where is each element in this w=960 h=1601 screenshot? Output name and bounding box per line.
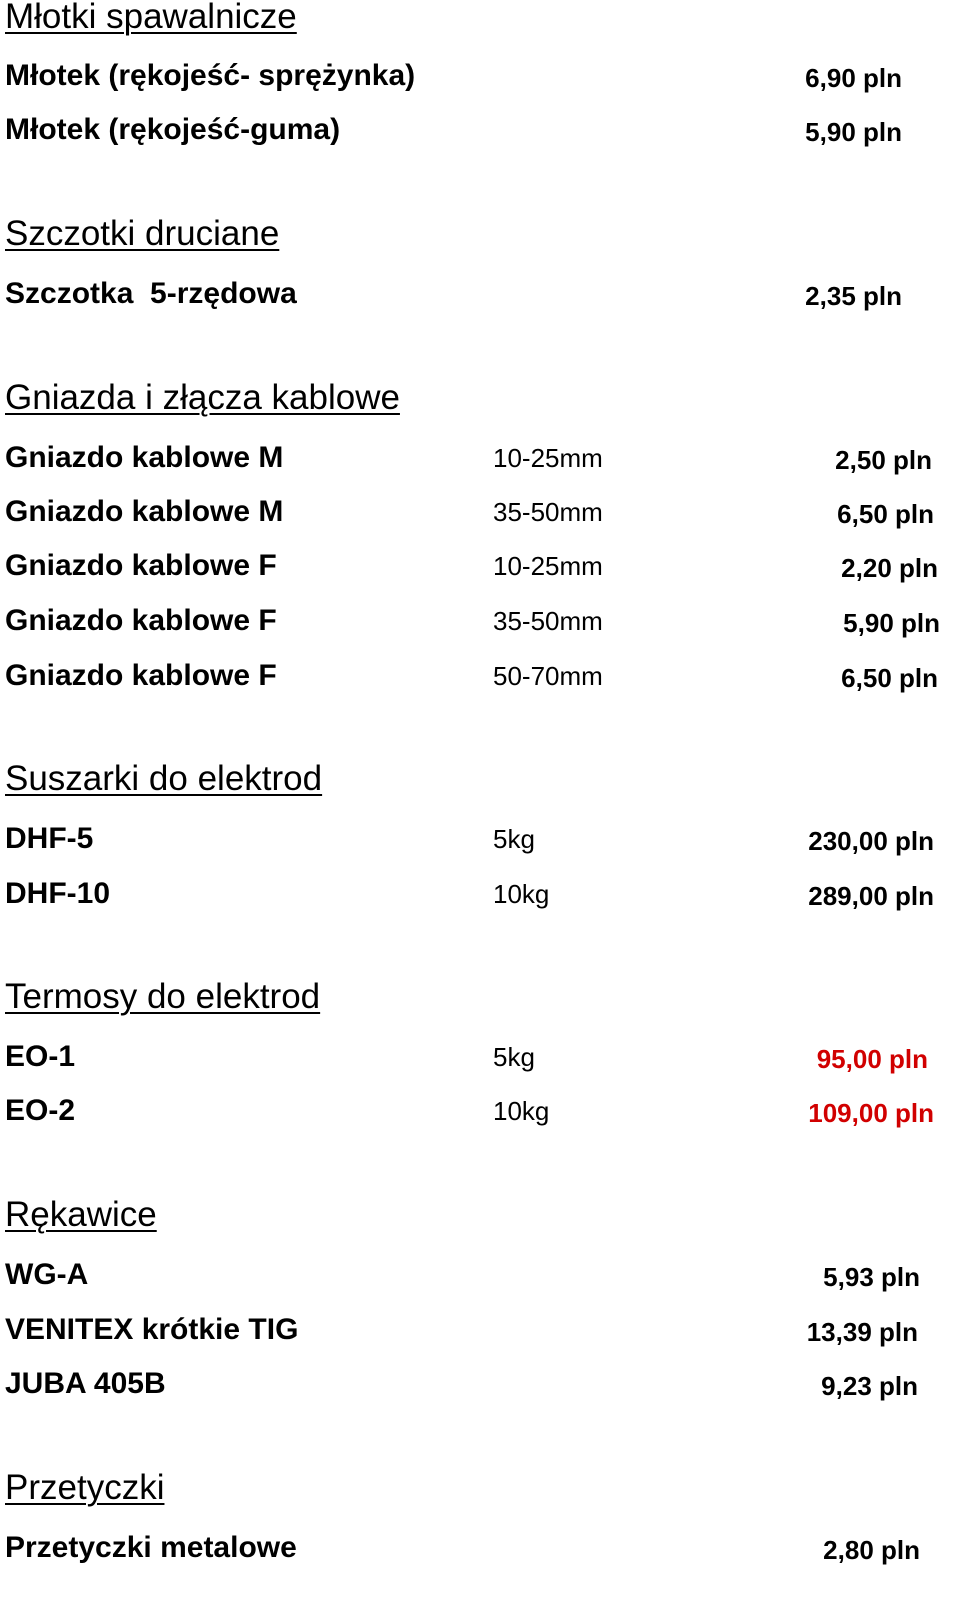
list-item	[0, 1364, 960, 1404]
item-price: 5,90 pln	[843, 608, 940, 638]
item-price-highlight: 109,00 pln	[808, 1098, 934, 1128]
item-spec: 10-25mm	[493, 443, 603, 473]
section-heading-rekawice: Rękawice	[5, 1195, 157, 1234]
section-heading-termosy: Termosy do elektrod	[5, 977, 321, 1016]
section-heading-gniazda: Gniazda i złącza kablowe	[5, 378, 400, 417]
list-item	[0, 274, 960, 314]
item-name: Gniazdo kablowe F	[5, 659, 277, 692]
item-name: JUBA 405B	[5, 1367, 166, 1400]
section-heading-przetyczki: Przetyczki	[5, 1468, 165, 1507]
list-item	[0, 110, 960, 150]
list-item	[0, 1255, 960, 1295]
item-price-highlight: 95,00 pln	[816, 1044, 928, 1074]
item-price: 2,20 pln	[841, 553, 938, 583]
section-heading-mlotki: Młotki spawalnicze	[5, 0, 297, 36]
list-item	[0, 492, 960, 532]
item-price: 5,90 pln	[805, 117, 902, 147]
item-spec: 35-50mm	[493, 497, 603, 527]
list-item	[0, 56, 960, 96]
item-name: Przetyczki metalowe	[5, 1531, 297, 1564]
list-item	[0, 1528, 960, 1568]
item-price: 6,50 pln	[841, 663, 938, 693]
item-spec: 5kg	[493, 824, 535, 854]
section-heading-suszarki: Suszarki do elektrod	[5, 759, 323, 798]
item-name: Gniazdo kablowe M	[5, 441, 284, 474]
item-name: DHF-5	[5, 822, 94, 855]
item-price: 6,50 pln	[837, 499, 934, 529]
list-item	[0, 601, 960, 641]
item-name: DHF-10	[5, 877, 111, 910]
list-item	[0, 438, 960, 478]
list-item	[0, 1310, 960, 1350]
item-price: 2,50 pln	[835, 445, 932, 475]
item-name: WG-A	[5, 1258, 89, 1291]
item-name: EO-1	[5, 1040, 76, 1073]
item-name: Młotek (rękojeść-guma)	[5, 113, 341, 146]
item-price: 5,93 pln	[823, 1262, 920, 1292]
item-spec: 10kg	[493, 879, 550, 909]
item-name: Młotek (rękojeść- sprężynka)	[5, 59, 416, 92]
item-price: 289,00 pln	[808, 881, 934, 911]
list-item	[0, 819, 960, 859]
item-name: Gniazdo kablowe F	[5, 549, 277, 582]
list-item	[0, 874, 960, 914]
item-price: 230,00 pln	[808, 826, 934, 856]
list-item	[0, 656, 960, 696]
item-price: 6,90 pln	[805, 63, 902, 93]
item-spec: 10kg	[493, 1096, 550, 1126]
item-name: VENITEX krótkie TIG	[5, 1313, 299, 1346]
item-spec: 10-25mm	[493, 551, 603, 581]
section-heading-szczotki: Szczotki druciane	[5, 214, 280, 253]
item-price: 2,35 pln	[805, 281, 902, 311]
item-name: EO-2	[5, 1094, 76, 1127]
item-price: 13,39 pln	[806, 1317, 918, 1347]
item-spec: 5kg	[493, 1042, 535, 1072]
list-item	[0, 1091, 960, 1131]
item-spec: 35-50mm	[493, 606, 603, 636]
item-name: Szczotka 5-rzędowa	[5, 277, 297, 310]
item-price: 2,80 pln	[823, 1535, 920, 1565]
item-name: Gniazdo kablowe M	[5, 495, 284, 528]
item-spec: 50-70mm	[493, 661, 603, 691]
list-item	[0, 546, 960, 586]
item-name: Gniazdo kablowe F	[5, 604, 277, 637]
list-item	[0, 1037, 960, 1077]
item-price: 9,23 pln	[821, 1371, 918, 1401]
